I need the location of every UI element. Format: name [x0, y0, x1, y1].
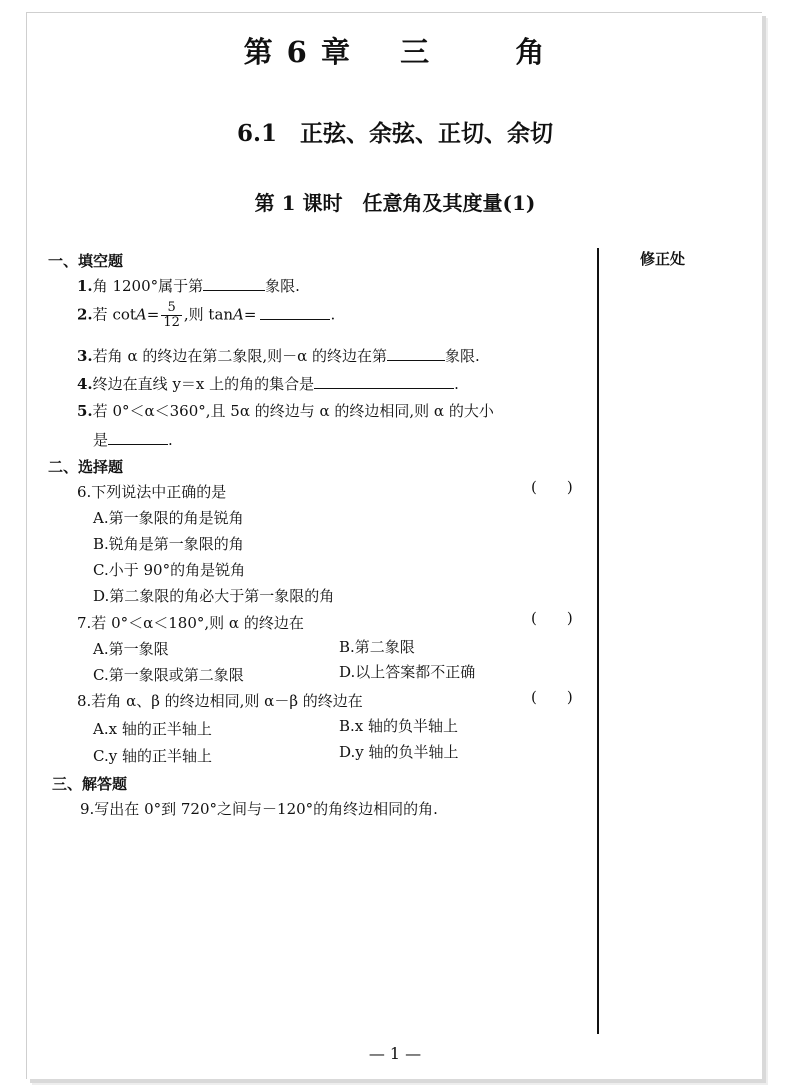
answer-parentheses[interactable]: ( ) [531, 609, 573, 627]
variable: A [233, 305, 244, 324]
option-6c: C.小于 90°的角是锐角 [93, 561, 246, 579]
question-text: 象限. [265, 277, 300, 295]
chapter-title [0, 30, 790, 71]
question-2 [77, 301, 335, 330]
question-text: 终边在直线 y＝x 上的角的集合是 [92, 375, 315, 393]
answer-blank[interactable] [108, 430, 168, 445]
option-7c: C.第一象限或第二象限 [93, 666, 244, 684]
option-8d: D.y 轴的负半轴上 [339, 743, 459, 761]
fraction-denominator: 12 [163, 315, 180, 330]
question-7-stem: 7.若 0°＜α＜180°,则 α 的终边在 [77, 614, 304, 632]
page-number: — 1 — [368, 1044, 422, 1063]
question-text: . [454, 375, 459, 393]
correction-label: 修正处 [640, 250, 686, 268]
answer-blank[interactable] [314, 374, 454, 389]
lesson-title: 第 1 课时 任意角及其度量(1) [254, 191, 536, 215]
equals-sign: = [146, 305, 160, 324]
question-6-stem: 6.下列说法中正确的是 [77, 483, 227, 501]
answer-parentheses[interactable]: ( ) [531, 478, 573, 496]
question-8-stem: 8.若角 α、β 的终边相同,则 α－β 的终边在 [77, 692, 363, 710]
question-5 [77, 400, 494, 421]
question-text: 若角 α 的终边在第二象限,则－α 的终边在第 [92, 347, 388, 365]
question-5-line-2 [93, 429, 173, 450]
option-6b: B.锐角是第一象限的角 [93, 535, 244, 553]
question-text: 角 1200°属于第 [92, 277, 204, 295]
question-number: 5. [77, 402, 93, 420]
chapter-number: 第 6 章 [243, 35, 352, 69]
option-7d: D.以上答案都不正确 [339, 663, 476, 681]
part2-heading: 二、选择题 [48, 458, 124, 476]
question-text: ,则 tan [183, 305, 234, 324]
question-text: . [168, 431, 173, 449]
question-1 [77, 275, 300, 296]
option-6d: D.第二象限的角必大于第一象限的角 [93, 587, 335, 605]
option-7a: A.第一象限 [93, 640, 169, 658]
question-text: . [330, 305, 336, 324]
fraction [161, 301, 182, 330]
question-3 [77, 345, 480, 366]
answer-blank[interactable] [203, 276, 265, 291]
question-number: 2. [77, 305, 93, 324]
question-text: 若 0°＜α＜360°,且 5α 的终边与 α 的终边相同,则 α 的大小 [92, 402, 494, 420]
chapter-title-part-1: 三 [400, 35, 432, 69]
option-7b: B.第二象限 [339, 638, 415, 656]
margin-divider [597, 248, 599, 1034]
question-text: 若 cot [92, 305, 136, 324]
option-8a: A.x 轴的正半轴上 [93, 720, 212, 738]
question-text: 是 [93, 431, 109, 449]
question-number: 1. [77, 277, 93, 295]
option-8c: C.y 轴的正半轴上 [93, 747, 212, 765]
question-9: 9.写出在 0°到 720°之间与－120°的角终边相同的角. [80, 800, 438, 818]
question-number: 4. [77, 375, 93, 393]
part1-heading: 一、填空题 [48, 252, 124, 270]
part3-heading: 三、解答题 [52, 775, 128, 793]
answer-blank[interactable] [387, 346, 445, 361]
option-8b: B.x 轴的负半轴上 [339, 717, 459, 735]
variable: A [135, 305, 147, 324]
chapter-title-part-2: 角 [515, 35, 547, 69]
question-text: 象限. [445, 347, 480, 365]
question-4 [77, 373, 459, 394]
fraction-numerator: 5 [161, 301, 182, 316]
equals-sign: = [243, 305, 257, 324]
answer-blank[interactable] [260, 305, 330, 320]
option-6a: A.第一象限的角是锐角 [93, 509, 244, 527]
question-number: 3. [77, 347, 93, 365]
answer-parentheses[interactable]: ( ) [531, 688, 573, 706]
section-title: 6.1 正弦、余弦、正切、余切 [236, 120, 553, 147]
